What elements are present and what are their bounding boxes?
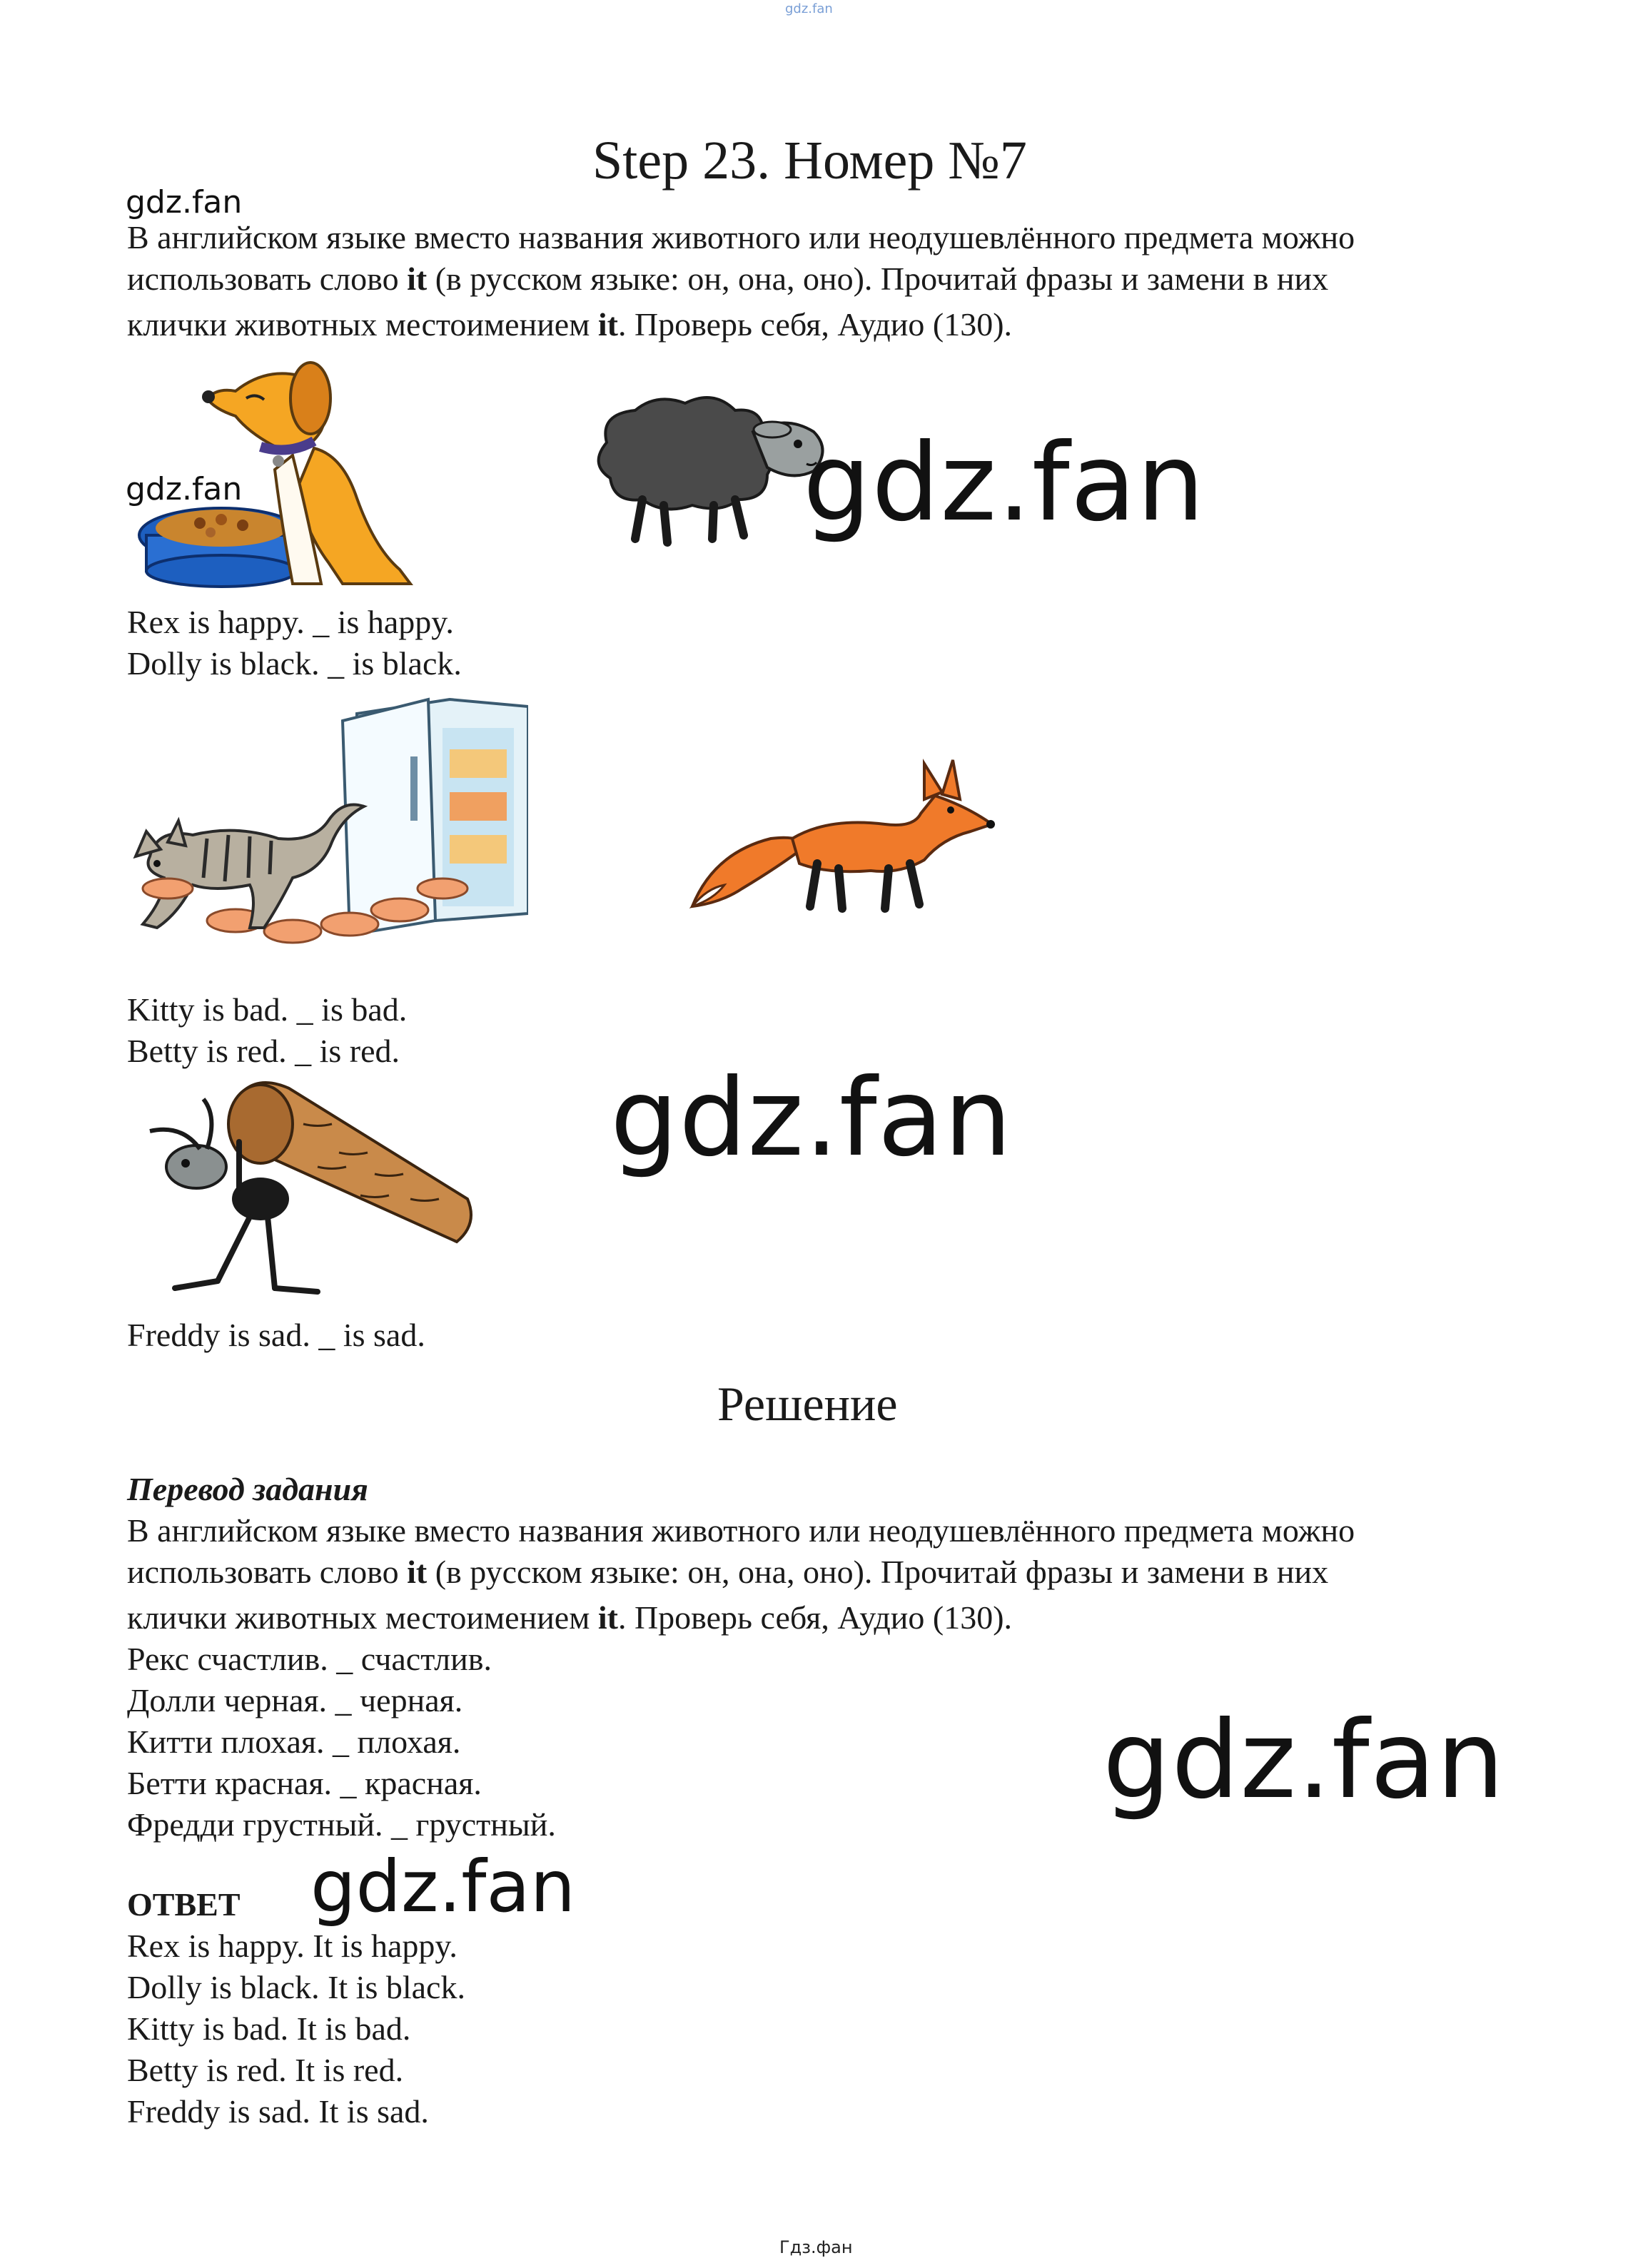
exercise-line-rex: Rex is happy. _ is happy. (127, 604, 454, 640)
watermark-large-1: gdz.fan (803, 421, 1205, 545)
translation-sentence-2: Долли черная. _ черная. (127, 1682, 463, 1718)
answer-line-2: Dolly is black. It is black. (127, 1969, 465, 2005)
task-text (127, 217, 1519, 345)
exercise-line-betty: Betty is red. _ is red. (127, 1033, 400, 1069)
fox-illustration (685, 746, 999, 917)
watermark-large-2: gdz.fan (610, 1056, 1013, 1180)
translation-text (127, 1510, 1519, 1639)
exercise-line-freddy: Freddy is sad. _ is sad. (127, 1317, 425, 1353)
exercise-line-kitty: Kitty is bad. _ is bad. (127, 991, 408, 1028)
sheep-illustration (585, 393, 828, 550)
ant-illustration (132, 1074, 482, 1313)
dog-illustration (128, 348, 435, 591)
answer-line-4: Betty is red. It is red. (127, 2052, 404, 2088)
exercise-line-dolly: Dolly is black. _ is black. (127, 645, 462, 682)
translation-sentence-1: Рекс счастлив. _ счастлив. (127, 1641, 492, 1677)
answer-line-3: Kitty is bad. It is bad. (127, 2010, 411, 2047)
watermark-large-3: gdz.fan (1103, 1699, 1505, 1823)
translation-line-2: использовать слово it (в русском языке: он, она, оно). Прочитай фразы и замени в них (127, 1554, 1329, 1590)
task-line-3: клички животных местоимением it. Проверь себя, Аудио (130). (127, 306, 1013, 343)
page-title: Step 23. Номер №7 (592, 131, 1027, 191)
watermark-small-dog: gdz.fan (126, 471, 243, 507)
translation-sentence-5: Фредди грустный. _ грустный. (127, 1806, 556, 1843)
answer-line-5: Freddy is sad. It is sad. (127, 2093, 429, 2130)
cat-illustration (128, 685, 528, 985)
solution-heading: Решение (717, 1377, 898, 1431)
answer-line-1: Rex is happy. It is happy. (127, 1928, 457, 1964)
answer-heading: ОТВЕТ (127, 1886, 241, 1923)
task-line-1: В английском языке вместо названия животного или неодушевлённого предмета можно (127, 219, 1355, 255)
footer-watermark: Гдз.фан (779, 2237, 853, 2257)
translation-line-3: клички животных местоимением it. Проверь себя, Аудио (130). (127, 1599, 1013, 1636)
watermark-small-top: gdz.fan (126, 184, 243, 221)
watermark-medium: gdz.fan (310, 1845, 576, 1928)
translation-line-1: В английском языке вместо названия животного или неодушевлённого предмета можно (127, 1512, 1355, 1549)
translation-sentence-4: Бетти красная. _ красная. (127, 1765, 482, 1801)
header-watermark: gdz.fan (785, 1, 833, 16)
task-line-2: использовать слово it (в русском языке: он, она, оно). Прочитай фразы и замени в них (127, 260, 1329, 297)
translation-sentence-3: Китти плохая. _ плохая. (127, 1723, 461, 1760)
translation-heading: Перевод задания (127, 1471, 368, 1507)
